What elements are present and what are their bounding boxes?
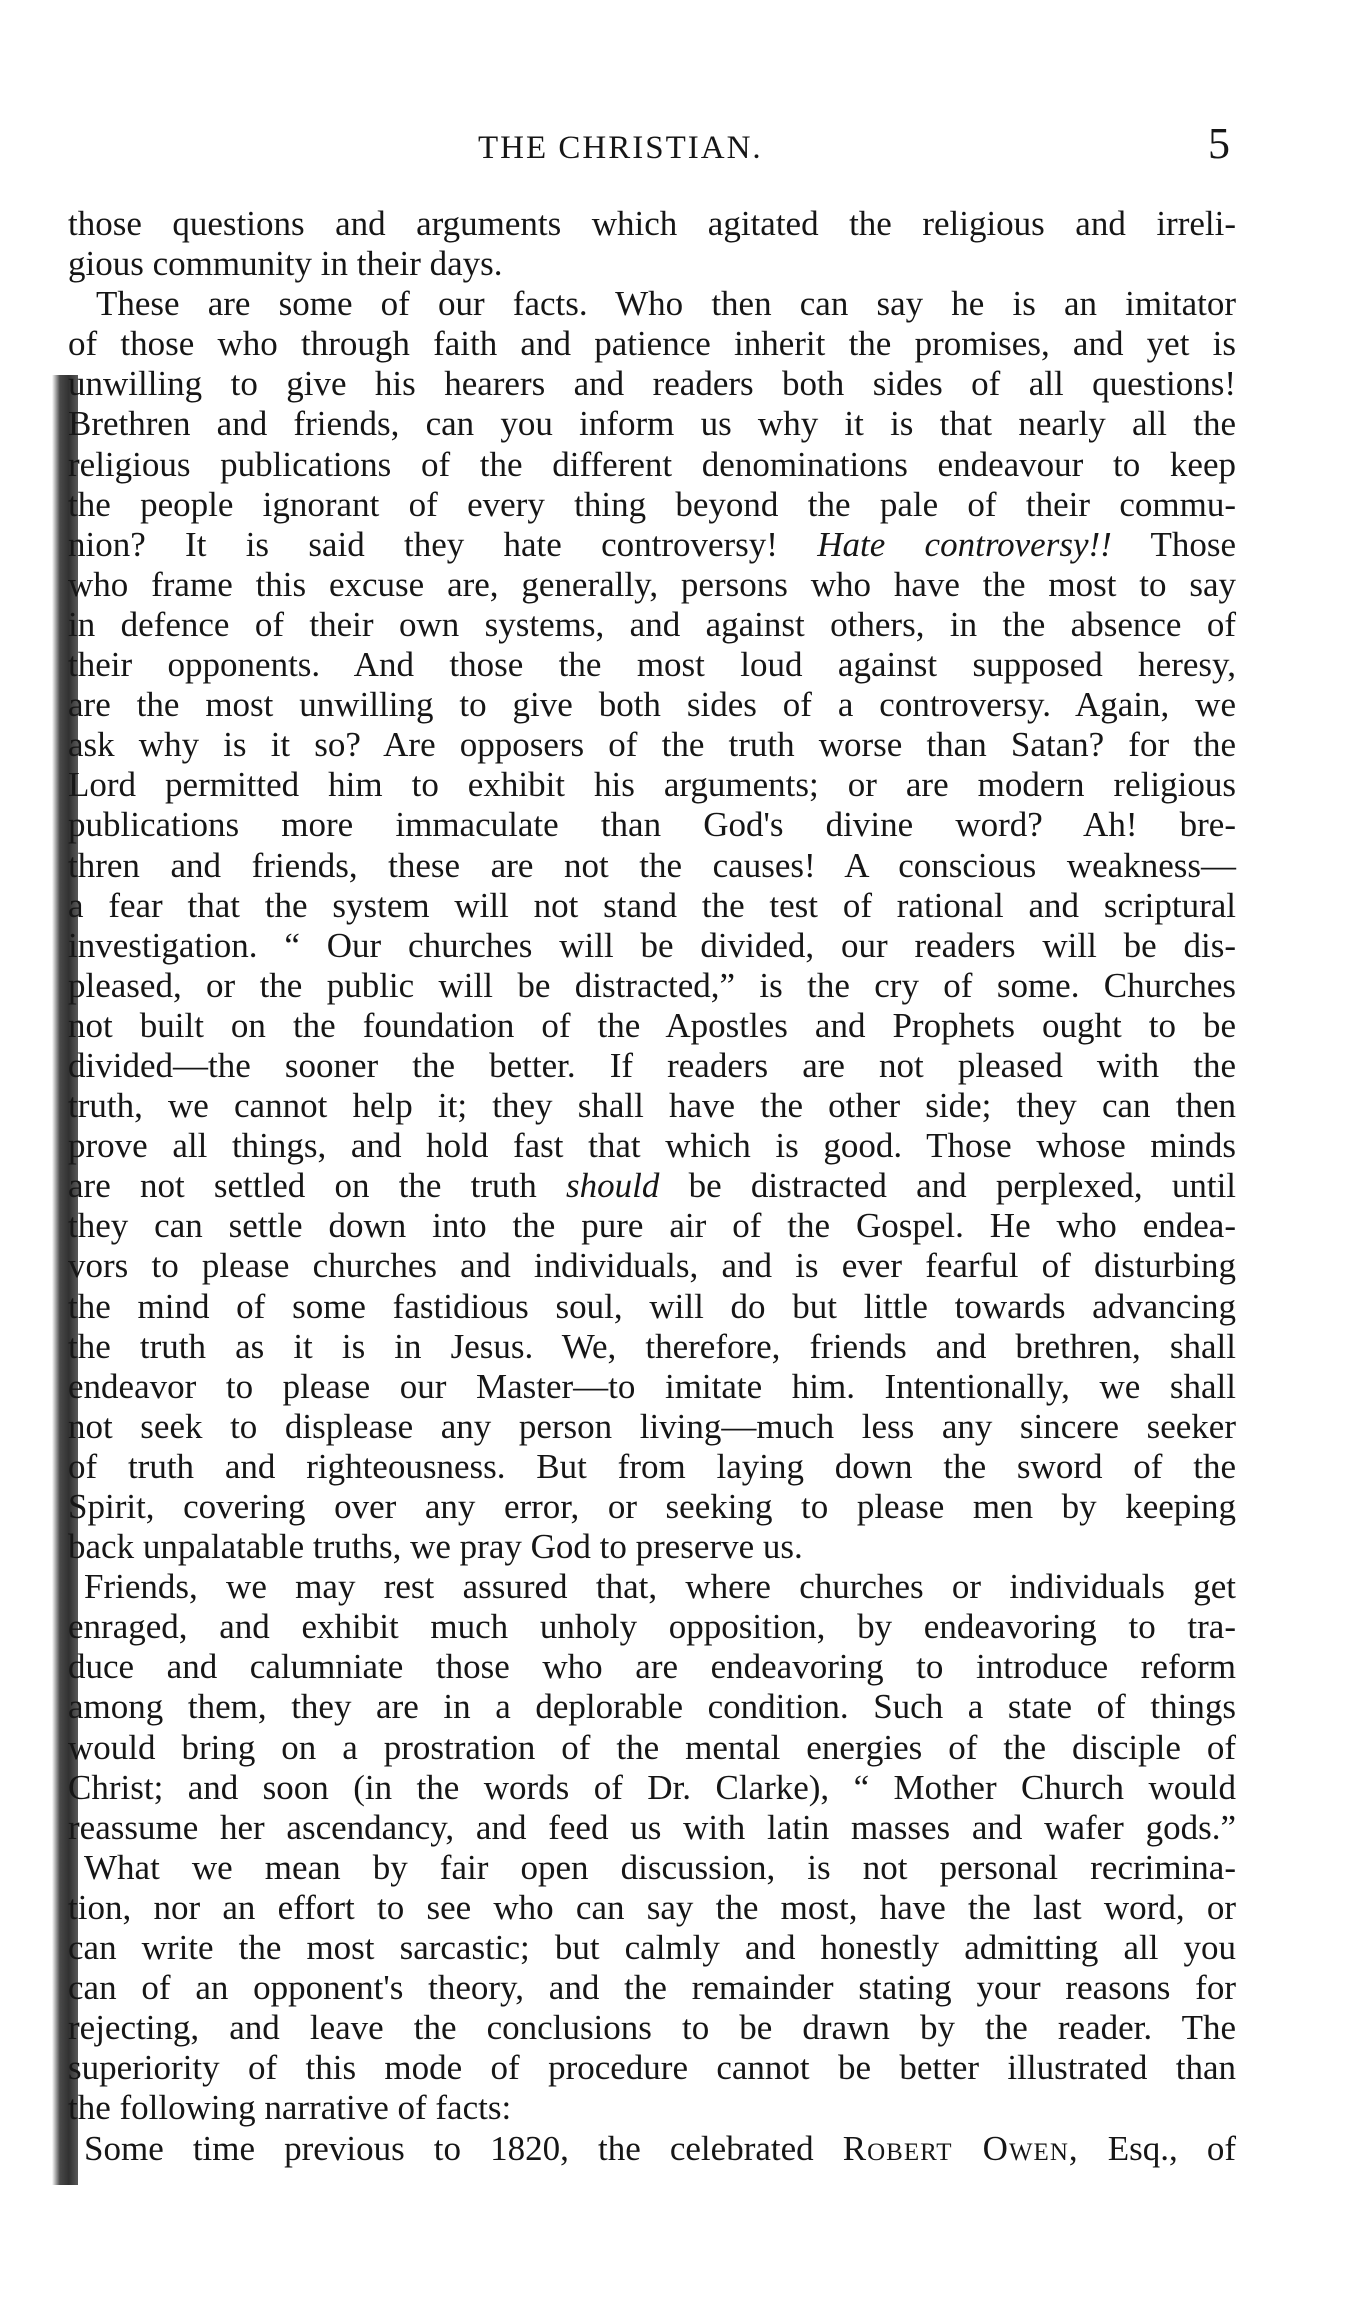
text-line: Christ; and soon (in the words of Dr. Clarke), “ Mother Church would	[68, 1767, 1236, 1807]
text-line: gious community in their days.	[68, 244, 503, 284]
text-line	[68, 1166, 1236, 1206]
text-line: are the most unwilling to give both sides of a controversy. Again, we	[68, 685, 1236, 725]
text-span: Those	[1150, 524, 1237, 564]
text-line: who frame this excuse are, generally, persons who have the most to say	[68, 564, 1236, 604]
text-line: ask why is it so? Are opposers of the truth worse than Satan? for the	[68, 725, 1236, 765]
text-line: a fear that the system will not stand the test of rational and scriptural	[68, 885, 1236, 925]
body-text	[68, 204, 1236, 2169]
text-line: endeavor to please our Master—to imitate him. Intentionally, we shall	[68, 1366, 1236, 1406]
text-span: Esq., of	[1107, 2128, 1237, 2168]
text-line: truth, we cannot help it; they shall have the other side; they can then	[68, 1086, 1236, 1126]
text-line: back unpalatable truths, we pray God to preserve us.	[68, 1527, 803, 1567]
text-line: can write the most sarcastic; but calmly and honestly admitting all you	[68, 1928, 1236, 1968]
text-span: nion? It is said they hate controversy!	[68, 524, 778, 564]
text-line: not built on the foundation of the Apostles and Prophets ought to be	[68, 1005, 1236, 1045]
text-line: publications more immaculate than God's divine word? Ah! bre-	[68, 805, 1236, 845]
text-line: vors to please churches and individuals, and is ever fearful of disturbing	[68, 1246, 1236, 1286]
text-line: the people ignorant of every thing beyond the pale of their commu-	[68, 484, 1236, 524]
text-line: unwilling to give his hearers and readers both sides of all questions!	[68, 364, 1236, 404]
text-span: Some time previous to 1820, the celebrated	[84, 2128, 814, 2168]
text-line: Friends, we may rest assured that, where churches or individuals get	[84, 1567, 1236, 1607]
text-line: their opponents. And those the most loud against supposed heresy,	[68, 645, 1236, 685]
small-caps-name: Robert Owen,	[842, 2128, 1079, 2168]
text-line: in defence of their own systems, and against others, in the absence of	[68, 604, 1236, 644]
text-line: can of an opponent's theory, and the remainder stating your reasons for	[68, 1968, 1236, 2008]
text-line: These are some of our facts. Who then can say he is an imitator	[96, 284, 1236, 324]
text-line: investigation. “ Our churches will be divided, our readers will be dis-	[68, 925, 1236, 965]
text-line: tion, nor an effort to see who can say the most, have the last word, or	[68, 1887, 1236, 1927]
italic-phrase: Hate controversy!!	[817, 524, 1112, 564]
text-line: of truth and righteousness. But from laying down the sword of the	[68, 1446, 1236, 1486]
text-line: divided—the sooner the better. If readers are not pleased with the	[68, 1045, 1236, 1085]
text-line: pleased, or the public will be distracted,” is the cry of some. Churches	[68, 965, 1236, 1005]
text-line: the following narrative of facts:	[68, 2088, 512, 2128]
text-line	[68, 2129, 1236, 2169]
text-line: would bring on a prostration of the mental energies of the disciple of	[68, 1727, 1236, 1767]
text-line: rejecting, and leave the conclusions to be drawn by the reader. The	[68, 2008, 1236, 2048]
text-line: duce and calumniate those who are endeavoring to introduce reform	[68, 1647, 1236, 1687]
page-header	[0, 118, 1348, 178]
text-line: Spirit, covering over any error, or seeking to please men by keeping	[68, 1487, 1236, 1526]
text-line: reassume her ascendancy, and feed us with latin masses and wafer gods.”	[68, 1807, 1236, 1847]
text-line: among them, they are in a deplorable condition. Such a state of things	[68, 1687, 1236, 1727]
text-line: those questions and arguments which agitated the religious and irreli-	[68, 204, 1236, 243]
text-line: What we mean by fair open discussion, is not personal recrimina-	[84, 1847, 1236, 1887]
text-line: the truth as it is in Jesus. We, therefore, friends and brethren, shall	[68, 1326, 1236, 1366]
text-line: Brethren and friends, can you inform us why it is that nearly all the	[68, 404, 1236, 444]
text-line: prove all things, and hold fast that which is good. Those whose minds	[68, 1126, 1236, 1166]
text-line: they can settle down into the pure air of the Gospel. He who endea-	[68, 1206, 1236, 1246]
running-title: THE CHRISTIAN.	[478, 130, 763, 166]
text-line: Lord permitted him to exhibit his arguments; or are modern religious	[68, 765, 1236, 805]
text-line: the mind of some fastidious soul, will do but little towards advancing	[68, 1286, 1236, 1326]
text-line: enraged, and exhibit much unholy opposition, by endeavoring to tra-	[68, 1607, 1236, 1647]
text-line: religious publications of the different denominations endeavour to keep	[68, 444, 1236, 484]
text-line	[68, 525, 1236, 565]
text-span: be distracted and perplexed, until	[688, 1166, 1237, 1206]
text-line: superiority of this mode of procedure cannot be better illustrated than	[68, 2048, 1236, 2088]
text-line: thren and friends, these are not the causes! A conscious weakness—	[68, 845, 1236, 885]
page-number: 5	[1208, 119, 1230, 168]
text-line: of those who through faith and patience inherit the promises, and yet is	[68, 324, 1236, 364]
italic-word: should	[566, 1166, 660, 1206]
text-line: not seek to displease any person living—much less any sincere seeker	[68, 1406, 1236, 1446]
text-span: are not settled on the truth	[68, 1166, 537, 1206]
